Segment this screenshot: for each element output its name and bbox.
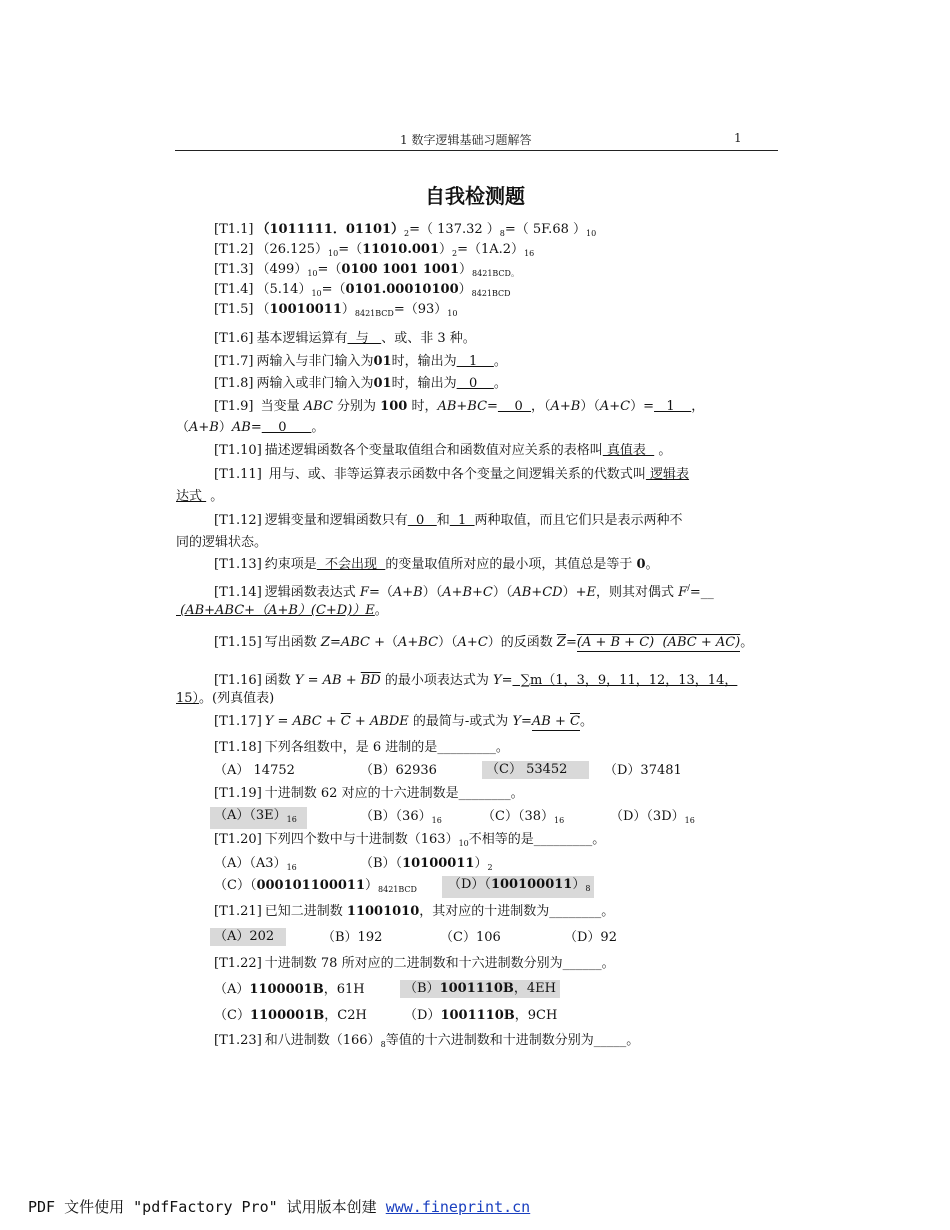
question-tag: [T1.10]: [214, 443, 262, 458]
question-t1-5: [T1.5] $(10010011)_{8421BCD}=(93)_{10}$: [214, 302, 458, 318]
question-tag: [T1.7]: [214, 354, 254, 369]
question-tag: [T1.9]: [214, 399, 254, 414]
question-t1-21: [T1.21] 已知二进制数 11001010，其对应的十进制数为________。: [214, 904, 615, 919]
answer-blank: 1: [449, 513, 475, 528]
footer-text: PDF 文件使用 "pdfFactory Pro" 试用版本创建: [28, 1198, 386, 1216]
question-tag: [T1.22]: [214, 956, 262, 971]
header-rule: [175, 150, 778, 151]
answer-blank: ______: [562, 956, 602, 971]
answer-blank: 真值表: [602, 443, 655, 458]
question-t1-7: [T1.7] 两输入与非门输入为01时，输出为 1 。: [214, 354, 507, 369]
question-t1-9-continued: （A+B）AB= 0 。: [176, 420, 325, 435]
question-t1-16-continued: 15）。(列真值表): [176, 691, 275, 706]
question-tag: [T1.13]: [214, 557, 262, 572]
question-tag: [T1.14]: [214, 585, 262, 600]
question-t1-6: [T1.6] 基本逻辑运算有 与 、或、非 3 种。: [214, 331, 476, 346]
question-tag: [T1.3]: [214, 262, 254, 277]
option-c: $(C)(000101100011)_{8421BCD}$: [214, 878, 417, 894]
question-t1-18: [T1.18] 下列各组数中，是 6 进制的是_________。: [214, 740, 509, 755]
question-tag: [T1.15]: [214, 635, 262, 650]
question-t1-2: [T1.2] $(26.125)_{10}=(11010.001)_2=(1A.2)_{16}$: [214, 242, 535, 258]
question-tag: [T1.19]: [214, 786, 262, 801]
question-t1-14: [T1.14] 逻辑函数表达式 F=（A+B）（A+B+C）（AB+CD）+E，则其对偶式 F/=__: [214, 583, 714, 600]
question-tag: [T1.16]: [214, 673, 262, 688]
answer-blank: AB + $\overline{C}$: [531, 714, 580, 729]
question-t1-13: [T1.13] 约束项是 不会出现 的变量取值所对应的最小项，其值总是等于 0。: [214, 557, 659, 572]
question-tag: [T1.2]: [214, 242, 254, 257]
option-a: （A） 14752: [214, 763, 295, 778]
answer-blank: 0: [407, 513, 437, 528]
answer-blank: ________: [458, 786, 511, 801]
question-t1-8: [T1.8] 两输入或非门输入为01时，输出为 0 。: [214, 376, 507, 391]
answer-blank: 达式: [176, 489, 207, 504]
option-c: $(C)(38)_{16}$: [482, 809, 565, 825]
question-t1-15: [T1.15] 写出函数 Z=ABC +（A+BC）（A+C）的反函数 $\overline{Z}=(A + B + C) (ABC + AC)$。: [214, 635, 754, 650]
running-header-page-number: 1: [734, 131, 742, 145]
option-b: $(B)(10100011)_2$: [360, 856, 493, 872]
answer-blank: ∑m（1，3，9，11，12，13，14，: [512, 673, 738, 688]
option-d: （D）92: [564, 930, 617, 945]
answer-blank: 0: [456, 376, 494, 391]
question-tag: [T1.5]: [214, 302, 254, 317]
option-a-selected: $(A)(3E)_{16}$: [210, 807, 307, 829]
pdf-footer: [28, 1196, 530, 1217]
answer-blank: 0: [497, 399, 532, 414]
question-t1-3: [T1.3] $(499)_{10}=(0100$ 1001 $1001)_{8421BCD。}$: [214, 262, 519, 278]
question-tag: [T1.17]: [214, 714, 262, 729]
question-tag: [T1.8]: [214, 376, 254, 391]
question-t1-11-continued: 达式 。: [176, 489, 224, 504]
answer-blank: (AB+ABC+（A+B）(C+D)）E: [176, 603, 375, 618]
question-t1-19: [T1.19] 十进制数 62 对应的十六进制数是________。: [214, 786, 524, 801]
question-tag: [T1.4]: [214, 282, 254, 297]
answer-blank: 0: [261, 420, 312, 435]
question-t1-10: [T1.10] 描述逻辑函数各个变量取值组合和函数值对应关系的表格叫 真值表 。: [214, 443, 672, 458]
question-t1-17: [T1.17] Y = ABC + $\overline{C}$ + ABDE 的最简与-或式为 $Y=AB + \overline{C}$。: [214, 714, 593, 729]
question-t1-20: [T1.20] 下列四个数中与十进制数$(163)_{10}$不相等的是_________。: [214, 832, 606, 848]
answer-blank: 1: [654, 399, 692, 414]
question-t1-12-continued: 同的逻辑状态。: [176, 535, 268, 550]
answer-blank: _________: [533, 832, 593, 847]
answer-blank: 逻辑表: [645, 467, 690, 482]
question-tag: [T1.11]: [214, 467, 262, 482]
option-a-selected: （A）202: [210, 928, 286, 946]
running-header-title: 1 数字逻辑基础习题解答: [400, 133, 532, 147]
question-tag: [T1.12]: [214, 513, 262, 528]
answer-blank: ________: [549, 904, 602, 919]
answer-blank: 与: [347, 331, 382, 346]
question-t1-12: [T1.12] 逻辑变量和逻辑函数只有 0 和 1 两种取值，而且它们只是表示两种不: [214, 513, 683, 528]
answer-blank: _________: [437, 740, 496, 755]
question-tag: [T1.18]: [214, 740, 262, 755]
answer-blank: 15）: [176, 691, 200, 706]
option-d: （D）37481: [604, 763, 682, 778]
question-tag: [T1.21]: [214, 904, 262, 919]
answer-blank: 不会出现: [316, 557, 386, 572]
question-t1-22: [T1.22] 十进制数 78 所对应的二进制数和十六进制数分别为______。: [214, 956, 615, 971]
option-b-selected: （B）1001110B，4EH: [400, 980, 560, 998]
option-d: $(D)(3D)_{16}$: [610, 809, 695, 825]
answer-blank: _____: [593, 1033, 627, 1048]
question-t1-16: [T1.16] 函数 Y = AB + $\overline{BD}$ 的最小项表达式为 Y= ∑m（1，3，9，11，12，13，14，: [214, 673, 738, 688]
question-tag: [T1.23]: [214, 1033, 262, 1048]
option-d-selected: $(D)(100100011)_8$: [442, 876, 594, 898]
page-title: 自我检测题: [425, 184, 525, 208]
answer-blank: (A + B + C) (ABC + AC): [576, 635, 741, 650]
option-d: （D）1001110B，9CH: [404, 1008, 558, 1023]
question-t1-4: [T1.4] $(5.14)_{10}=(0101.00010100)_{8421BCD}$: [214, 282, 511, 298]
footer-link[interactable]: www.fineprint.cn: [385, 1198, 531, 1216]
option-b: （B）62936: [360, 763, 437, 778]
question-t1-9: [T1.9] 当变量 ABC 分别为 100 时，AB+BC= 0 ，（A+B）（A+C）= 1 ，: [214, 399, 705, 414]
option-c: （C）106: [440, 930, 501, 945]
option-b: （B）192: [322, 930, 383, 945]
question-t1-14-continued: (AB+ABC+（A+B）(C+D)）E。: [176, 603, 388, 618]
question-t1-1: [T1.1] （1011111．$01101)_2=$（ 137.32 ）$_8=$（ 5F.68 ）$_{10}$: [214, 222, 597, 238]
question-tag: [T1.20]: [214, 832, 262, 847]
option-c: （C）1100001B，C2H: [214, 1008, 367, 1023]
option-c-selected: （C） 53452: [482, 761, 589, 779]
option-a: $(A)(A3)_{16}$: [214, 856, 297, 872]
question-t1-11: [T1.11] 用与、或、非等运算表示函数中各个变量之间逻辑关系的代数式叫 逻辑表: [214, 467, 690, 482]
question-tag: [T1.1]: [214, 222, 254, 237]
question-t1-23: [T1.23] 和八进制数$(166)_8$等值的十六进制数和十进制数分别为_____。: [214, 1033, 640, 1049]
question-tag: [T1.6]: [214, 331, 254, 346]
option-b: $(B)(36)_{16}$: [360, 809, 442, 825]
answer-blank: 1: [456, 354, 494, 369]
option-a: （A）1100001B，61H: [214, 982, 365, 997]
